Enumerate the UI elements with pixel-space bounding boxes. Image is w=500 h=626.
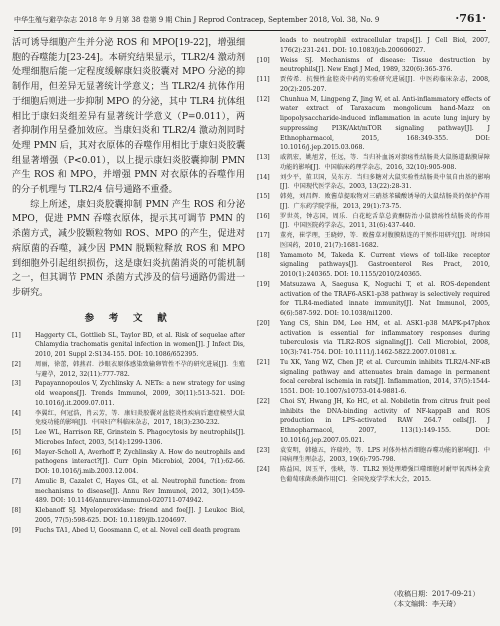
reference-text: Tu XK, Yang WZ, Chen JP, et al. Curcumin inhibits TLR2/4-NF-κB signaling pathway and attenuates brain damage in permanent focal cerebral ischemia in rats[J]. Inflammation, 2014, 37(5):1544-1551. DOI: 10.1007/s10753-014-9881-6.	[280, 358, 490, 395]
reference-number: [15]	[257, 193, 270, 200]
reference-item	[257, 56, 490, 76]
reference-text: Fuchs TA1, Abed U, Goosmann C, et al. Novel cell death program	[35, 526, 240, 534]
reference-text: Yang CS, Shin DM, Lee HM, et al. ASK1-p38 MAPK-p47phox activation is essential for inflammatory responses during tuberculosis via TLR2-ROS signaling[J]. Cell Microbiol, 2008, 10(3):741-754. DOI: 10.1111/j.1462-5822.2007.01081.x.	[280, 319, 490, 356]
running-header	[14, 10, 486, 31]
reference-number: [7]	[12, 477, 21, 485]
reference-item	[257, 173, 490, 193]
article-footer	[390, 589, 479, 609]
reference-item	[257, 251, 490, 280]
reference-item	[257, 358, 490, 397]
reference-item	[257, 446, 490, 466]
reference-text: Choi SY, Hwang JH, Ko HC, et al. Nobiletin from citrus fruit peel inhibits the DNA-binding activity of NF-kappaB and ROS production in LPS-activated RAW 264.7 cells[J]. J Ethnopharmacol, 2007, 113(1):149-155. DOI: 10.1016/j.jep.2007.05.021.	[280, 397, 490, 444]
reference-text: 董亮，崔学理，王晓婷，等．败酱草对腹膜粘连的干预作用研究[J]．时珍国医国药，2010, 21(7):1681-1682.	[280, 232, 490, 249]
reference-number: [4]	[12, 409, 21, 417]
reference-item	[257, 319, 490, 358]
reference-item	[257, 231, 490, 251]
editor-note: （本文编辑：李天琦）	[390, 600, 460, 608]
reference-item	[257, 397, 490, 446]
page-number: ·761·	[455, 12, 486, 25]
reference-number: [17]	[257, 232, 270, 239]
reference-text: Chunhua M, Lingpeng Z, Jing W, et al. Anti-inflammatory effects of water extract of Taraxacum mongolicum hand-Mazz on lipopolysaccharide-induced inflammation in acute lung injury by suppressing PI3K/Akt/mTOR signaling pathway[J]. J Ethnopharmacol, 2015, 168:349-355. DOI: 10.1016/j.jep.2015.03.068.	[280, 95, 490, 152]
reference-item	[12, 360, 245, 380]
reference-number: [3]	[12, 380, 21, 388]
reference-text: 韩苑，刘昌辉．败酱草提取物对三硝基苯磺酸诱导的大鼠结肠炎的保护作用[J]．广东药学院学报，2013, 29(1):73-75.	[280, 193, 490, 210]
reference-number: [16]	[257, 212, 270, 220]
reference-item	[257, 153, 490, 173]
reference-number: [22]	[257, 397, 270, 405]
reference-text: 贾传希．抗慢性盆腔炎中药的实验研究进展[J]．中医药临床杂志，2008, 20(2):205-207.	[280, 76, 490, 93]
reference-number: [24]	[257, 466, 270, 473]
reference-number: [10]	[257, 56, 270, 64]
reference-item	[12, 526, 245, 536]
left-column	[12, 36, 245, 535]
reference-number: [5]	[12, 429, 21, 437]
reference-text: 刘少平，董卫国，吴东方．当归多糖对大鼠实验性结肠炎中氧自由基的影响[J]．中国现代医学杂志，2003, 13(22):28-31.	[280, 173, 490, 191]
reference-item	[257, 280, 490, 319]
reference-item	[257, 36, 490, 56]
reference-number: [9]	[12, 526, 21, 534]
reference-item	[257, 75, 490, 95]
reference-item	[12, 428, 245, 448]
journal-header: 中华生殖与避孕杂志 2018 年 9 月第 38 卷第 9 期 Chin J Reprod Contracep, September 2018, Vol. 38, No. 9	[14, 16, 380, 24]
reference-item	[12, 379, 245, 408]
reference-item	[12, 506, 245, 526]
references-heading: 参 考 文 献	[84, 312, 173, 324]
reference-text: Mayer-Scholl A, Averhoff P, Zychlinsky A. How do neutrophils and pathogens interact?[J]. Curr Opin Microbiol, 2004, 7(1):62-66. DOI: 10.1016/j.mib.2003.12.004.	[35, 448, 245, 476]
reference-text: Klebanoff SJ. Myeloperoxidase: friend and foe[J]. J Leukoc Biol, 2005, 77(5):598-625. DOI: 10.1189/jlb.1204697.	[35, 507, 245, 524]
reference-text: Yamamoto M, Takeda K. Current views of toll-like receptor signaling pathways[J]. Gastroenterol Res Pract, 2010, 2010(1):240365. DOI: 10.1155/2010/240365.	[280, 251, 490, 278]
reference-number: [1]	[12, 331, 21, 339]
reference-text: Papayannopoulos V, Zychlinsky A. NETs: a new strategy for using old weapons[J]. Trends Immunol, 2009, 30(11):513-521. DOI: 10.1016/j.it.2009.07.011.	[35, 380, 245, 407]
reference-text: Lee WL, Harrison RE, Grinstein S. Phagocytosis by neutrophils[J]. Microbes Infect, 2003, 5(14):1299-1306.	[35, 429, 245, 446]
reference-text: 罗世英，钟志国，周乐．白花蛇舌草总黄酮防治小鼠溃疡性结肠炎的作用[J]．中国医院药学杂志，2011, 31(6):437-440.	[280, 212, 490, 230]
reference-item	[257, 212, 490, 232]
reference-text: 袁安明，韩德五，许瑞玲，等．LPS 对体外枯否细胞吞噬功能的影响[J]．中国病理生理杂志，2003, 19(6):795-798.	[280, 446, 490, 464]
conclusion-paragraph: 综上所述，康妇炎胶囊抑制 PMN 产生 ROS 和分泌 MPO，促进 PMN 吞噬衣原体，提示其可调节 PMN 的杀菌方式，减少胶颗粒物如 ROS、MPO 的产生，促进对病原菌的吞噬，减少因 PMN 脱颗粒释放 ROS 和 MPO 到细胞外引起组织损伤，这是康妇炎抗菌消炎的可能机制之一，但其调节 PMN 杀菌方式涉及的信号通路仍需进一步研究。	[12, 199, 245, 298]
reference-item	[12, 477, 245, 506]
reference-text: Matsuzawa A, Saegusa K, Noguchi T, et al. ROS-dependent activation of the TRAF6-ASK1-p38 pathway is selectively required for TLR4-mediated innate immunity[J]. Nat Immunol, 2005, 6(6):587-592. DOI: 10.1038/ni1200.	[280, 280, 490, 317]
reference-number: [13]	[257, 154, 270, 161]
reference-item	[257, 192, 490, 212]
reference-number: [12]	[257, 95, 270, 103]
reference-text: Haggerty CL, Gottlieb SL, Taylor BD, et al. Risk of sequelae after Chlamydia trachomatis genital infection in women[J]. J Infect Dis, 2010, 201 Suppl 2:S134-155. DOI: 10.1086/652395.	[35, 331, 245, 359]
reference-text: 周丽，徐蕾，韩燕君．沙眼衣原体感染致输卵管性不孕的研究进展[J]．生殖与避孕，2012, 32(11):777-782.	[35, 360, 245, 378]
reference-text: 李翼红，何冠浩，肖云芳，等．康妇炎胶囊对盆腔炎性疾病后遗症模型大鼠免疫功能的影响[J]．中国妇产科临床杂志，2017, 18(3):230-232.	[35, 409, 245, 427]
reference-number: [11]	[257, 76, 270, 83]
reference-number: [18]	[257, 251, 270, 259]
reference-item	[12, 331, 245, 360]
reference-list-left	[12, 331, 245, 536]
reference-number: [21]	[257, 358, 270, 366]
reference-text: leads to neutrophil extracellular traps[J]. J Cell Biol, 2007, 176(2):231-241. DOI: 10.1083/jcb.200606027.	[280, 37, 490, 54]
reference-number: [8]	[12, 507, 21, 515]
reference-text: 陈益国，因玉平，张峡，等．TLR2 预处理增强巨噬细胞对耐甲氧西林金黄色葡萄球菌杀菌作用[C]．全国免疫学学术大会，2015.	[280, 466, 490, 483]
reference-number: [23]	[257, 446, 270, 454]
reference-number: [14]	[257, 173, 270, 181]
reference-number: [2]	[12, 360, 21, 368]
received-date: （收稿日期：2017-09-21）	[390, 590, 480, 598]
reference-text: 戚凯宏，姚旭芳，任远，等．当归补血汤对溃疡性结肠炎大鼠肠道黏膜屏障功能的影响[J]．中国临床药理学杂志，2016, 32(10):905-908.	[280, 154, 490, 171]
reference-item	[12, 448, 245, 477]
reference-item	[12, 409, 245, 429]
right-column	[257, 36, 490, 485]
reference-number: [20]	[257, 319, 270, 327]
reference-text: Amulic B, Cazalet C, Hayes GL, et al. Neutrophil function: from mechanisms to disease[J]. Annu Rev Immunol, 2012, 30(1):459-489. DOI: 10.1146/annurev-immunol-020711-074942.	[35, 477, 245, 505]
reference-text: Weiss SJ. Mechanisms of disease: Tissue destruction by neutrophils[J]. New Engl J Med, 1989, 320(6):365-376.	[280, 56, 490, 74]
reference-number: [6]	[12, 448, 21, 456]
reference-number: [19]	[257, 280, 270, 288]
discussion-paragraph: 活可诱导细胞产生并分泌 ROS 和 MPO[19-22]，增强细胞的吞噬能力[23-24]。本研究结果显示，TLR2/4 激动剂处理细胞后能一定程度缓解康妇炎胶囊对 MPO 分泌的抑制作用，但差异无显著统计学意义；当 TLR2/4 抗体作用于细胞后则进一步抑制 MPO 的分泌，其中 TLR4 抗体组相比于康妇炎组差异有显著统计学意义（P=0.011），两者抑制作用呈叠加效应。当康妇炎和 TLR2/4 激动剂同时处理 PMN 后，其对衣原体的吞噬作用相比于康妇炎胶囊组显著增强（P<0.01），以上提示康妇炎胶囊抑制 PMN 产生 ROS 和 MPO，并增强 PMN 对衣原体的吞噬作用的分子机理与 TLR2/4 信号通路不重叠。	[12, 38, 245, 196]
reference-list-right	[257, 36, 490, 485]
reference-item	[257, 95, 490, 154]
reference-item	[257, 465, 490, 485]
